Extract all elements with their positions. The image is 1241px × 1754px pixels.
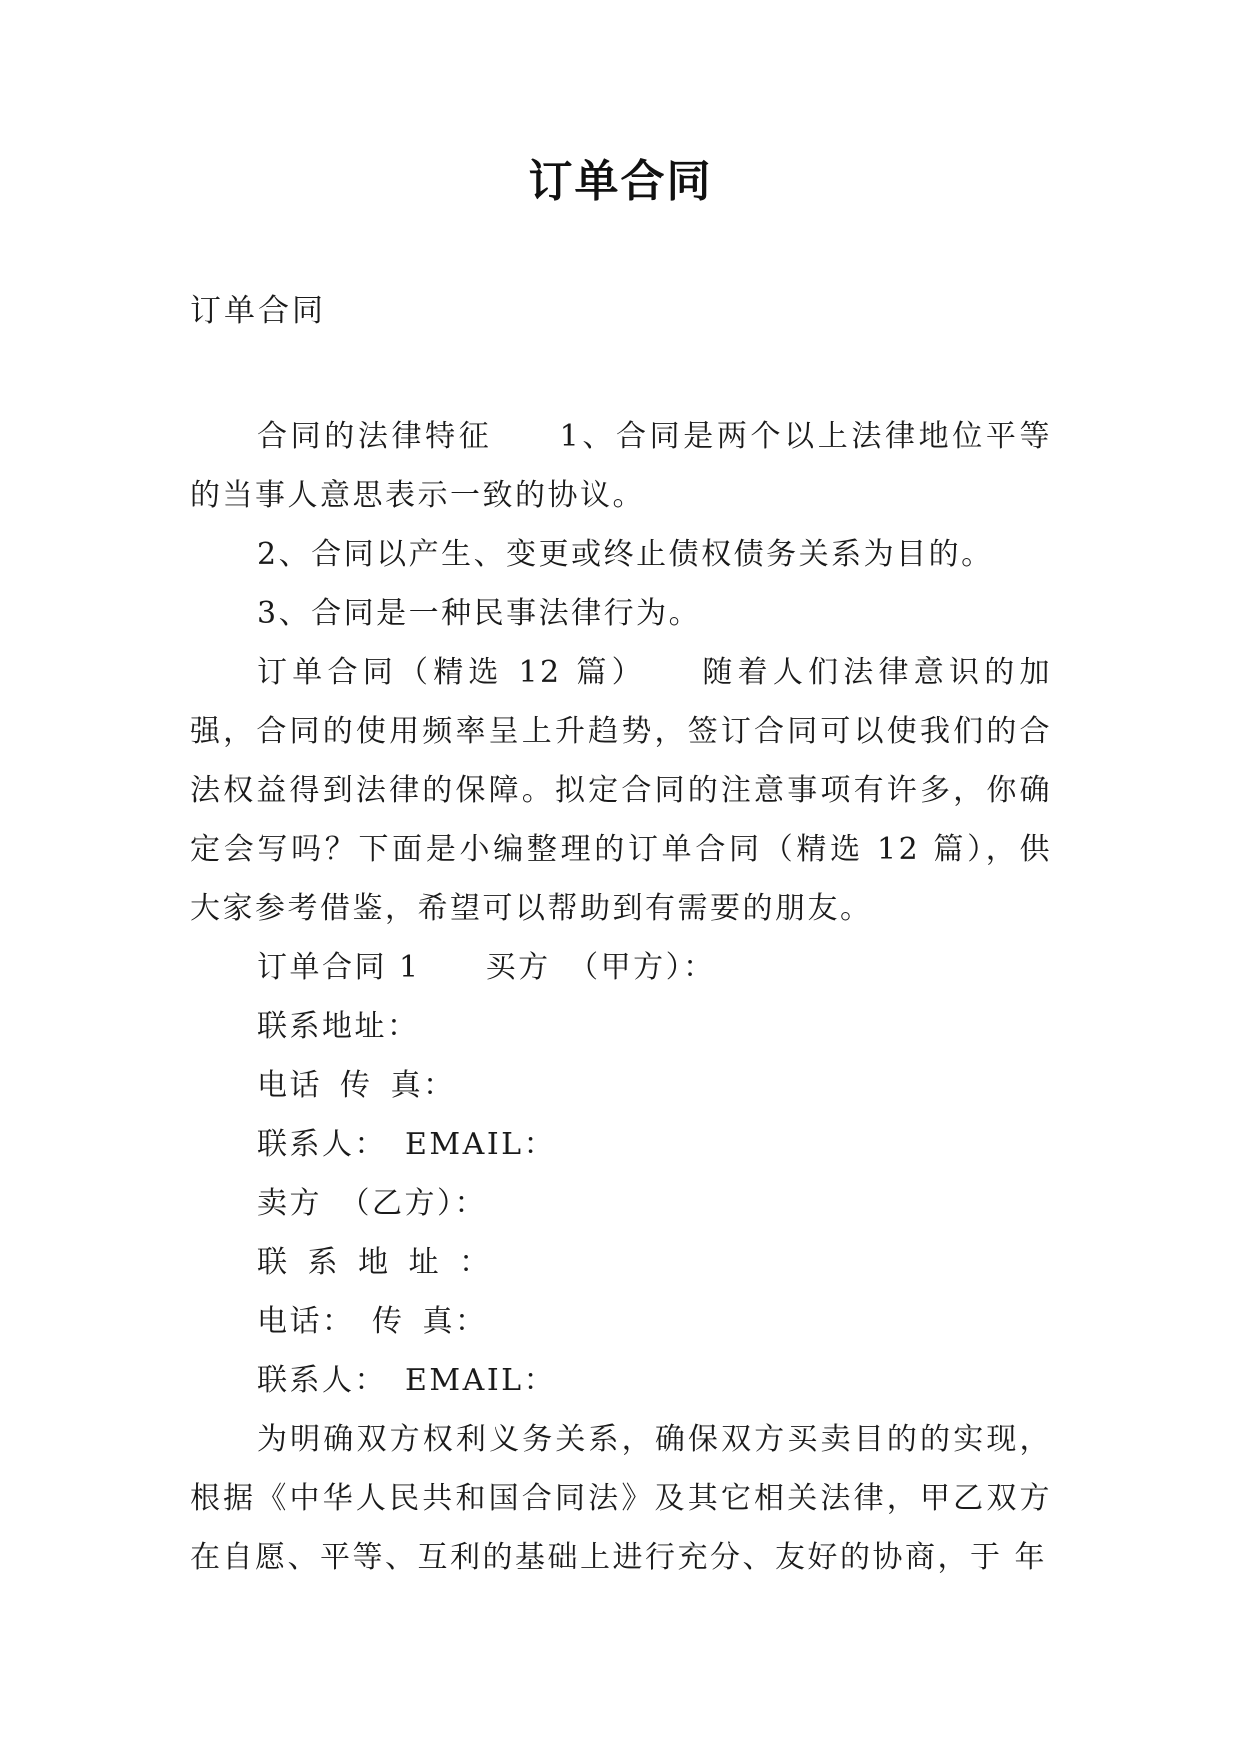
paragraph-buyer-address: 联系地址： <box>257 1009 420 1044</box>
paragraph-buyer-contact: 联系人： EMAIL： <box>257 1127 557 1162</box>
paragraph-legal-features: 合同的法律特征 1、合同是两个以上法律地位平等的当事人意思表示一致的协议。 <box>190 419 1052 513</box>
paragraph-point-3: 3、合同是一种民事法律行为。 <box>257 596 702 631</box>
paragraph-seller-contact: 联系人： EMAIL： <box>257 1363 557 1398</box>
paragraph-seller: 卖方 （乙方）： <box>257 1186 487 1221</box>
paragraph-contract-1-buyer: 订单合同 1 买方 （甲方）： <box>257 950 716 985</box>
paragraph-point-2: 2、合同以产生、变更或终止债权债务关系为目的。 <box>257 537 994 572</box>
paragraph-purpose: 为明确双方权利义务关系，确保双方买卖目的的实现，根据《中华人民共和国合同法》及其它相关法律，甲乙双方在自愿、平等、互利的基础上进行充分、友好的协商，于 年 <box>190 1422 1052 1575</box>
paragraph-seller-phone: 电话： 传 真： <box>257 1304 488 1339</box>
document-title: 订单合同 <box>528 156 713 207</box>
paragraph-seller-address: 联 系 地 址 ： <box>257 1245 492 1280</box>
document-subtitle: 订单合同 <box>190 293 326 329</box>
paragraph-buyer-phone: 电话 传 真： <box>257 1068 456 1103</box>
paragraph-intro: 订单合同（精选 12 篇） 随着人们法律意识的加强，合同的使用频率呈上升趋势，签订合同可以使我们的合法权益得到法律的保障。拟定合同的注意事项有许多，你确定会写吗？下面是小编整理的订单合同（精选 12 篇），供大家参考借鉴，希望可以帮助到有需要的朋友。 <box>190 655 1052 926</box>
document-body <box>190 407 1052 1587</box>
